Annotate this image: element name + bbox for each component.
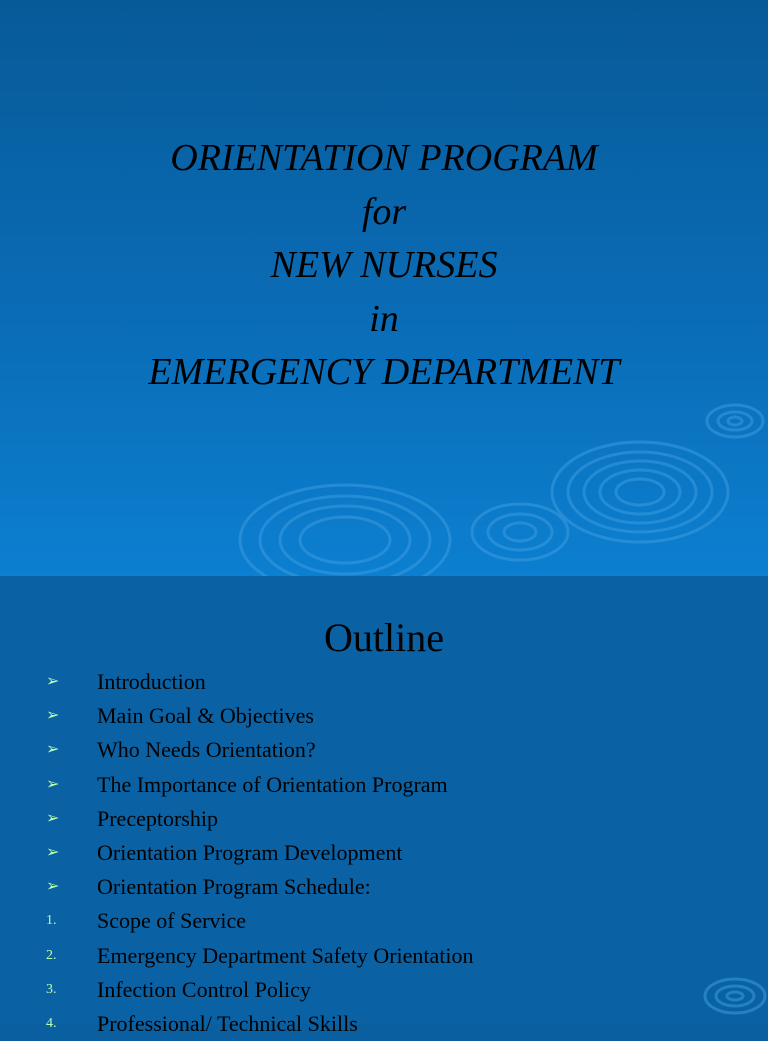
list-number: 4.	[46, 1015, 57, 1031]
list-item-text: Main Goal & Objectives	[97, 703, 314, 729]
list-item	[0, 733, 768, 767]
list-item-text: The Importance of Orientation Program	[97, 771, 448, 797]
list-number: 3.	[46, 981, 57, 997]
arrowhead-bullet-icon: ➢	[46, 809, 60, 827]
list-item-text: Orientation Program Development	[97, 839, 403, 865]
title-line-4: in	[369, 297, 399, 340]
arrowhead-bullet-icon: ➢	[46, 775, 60, 793]
arrowhead-bullet-icon: ➢	[46, 673, 60, 690]
list-item-text: Emergency Department Safety Orientation	[97, 942, 474, 968]
list-item	[0, 973, 768, 1007]
list-item	[0, 699, 768, 733]
list-number: 2.	[46, 947, 57, 963]
list-item-text: Who Needs Orientation?	[97, 737, 316, 763]
title-line-1: ORIENTATION PROGRAM	[170, 137, 598, 179]
arrowhead-bullet-icon: ➢	[46, 878, 60, 896]
list-number: 1.	[46, 913, 57, 929]
list-item-text: Professional/ Technical Skills	[97, 1010, 358, 1036]
list-item	[0, 665, 768, 699]
outline-heading: Outline	[324, 615, 444, 660]
list-item	[0, 836, 768, 870]
list-item-text: Scope of Service	[97, 908, 247, 934]
list-item-text: Preceptorship	[97, 805, 218, 831]
title-line-5: EMERGENCY DEPARTMENT	[148, 351, 620, 393]
list-item-text: Infection Control Policy	[97, 976, 311, 1002]
arrowhead-bullet-icon: ➢	[46, 707, 60, 725]
title-line-3: NEW NURSES	[270, 244, 498, 286]
list-item-text: Introduction	[97, 669, 206, 694]
list-item-text: Orientation Program Schedule:	[97, 874, 371, 900]
title-line-2: for	[361, 190, 407, 233]
list-item	[0, 939, 768, 973]
list-item	[0, 870, 768, 904]
list-item	[0, 802, 768, 836]
slide-title	[0, 132, 768, 400]
arrowhead-bullet-icon: ➢	[46, 843, 60, 861]
outline-list	[0, 665, 768, 1041]
list-item	[0, 768, 768, 802]
list-item	[0, 904, 768, 938]
arrowhead-bullet-icon: ➢	[46, 741, 60, 759]
